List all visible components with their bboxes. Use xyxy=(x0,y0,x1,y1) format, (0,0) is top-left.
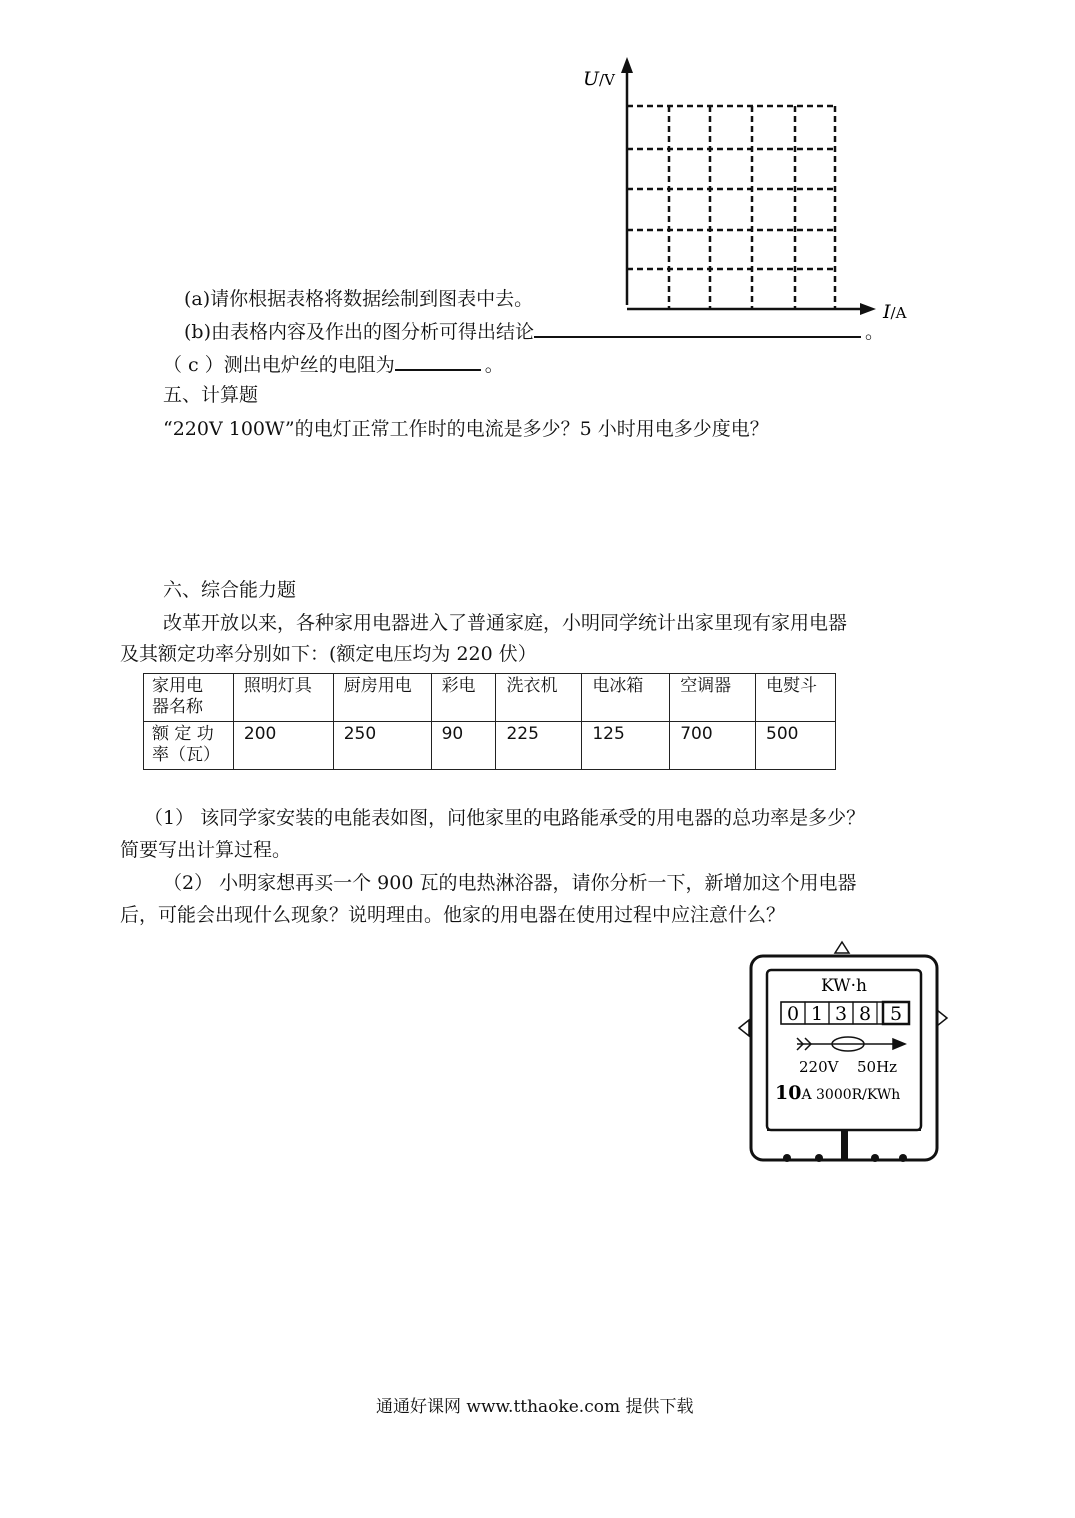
table-cell: 照明灯具 xyxy=(233,674,333,722)
table-row xyxy=(144,722,836,770)
section5-question: “220V 100W”的电灯正常工作时的电流是多少？5 小时用电多少度电？ xyxy=(163,418,769,440)
section5-title: 五、计算题 xyxy=(163,384,259,406)
table-cell: 225 xyxy=(496,722,582,770)
question1-line1: （1） 该同学家安装的电能表如图，问他家里的电路能承受的用电器的总功率是多少？ xyxy=(144,807,866,829)
question1-line2: 简要写出计算过程。 xyxy=(120,839,292,861)
table-cell: 90 xyxy=(431,722,496,770)
section6-title: 六、综合能力题 xyxy=(163,579,297,601)
grid-lines xyxy=(627,106,835,309)
table-row xyxy=(144,674,836,722)
meter-digit: 0 xyxy=(786,1003,800,1025)
appliance-power-table xyxy=(143,673,836,770)
question2-line1: （2） 小明家想再买一个 900 瓦的电热淋浴器，请你分析一下，新增加这个用电器 xyxy=(163,872,857,894)
table-cell: 彩电 xyxy=(431,674,496,722)
part-b-end: 。 xyxy=(865,321,885,343)
electric-meter-figure xyxy=(735,940,950,1168)
question2-line2: 后，可能会出现什么现象？说明理由。他家的用电器在使用过程中应注意什么？ xyxy=(120,904,786,926)
table-cell: 电熨斗 xyxy=(756,674,836,722)
part-c-end: 。 xyxy=(484,354,504,376)
table-cell: 125 xyxy=(582,722,670,770)
part-a-text: (a)请你根据表格将数据绘制到图表中去。 xyxy=(184,288,534,310)
table-header-cell: 家用电 器名称 xyxy=(144,674,234,722)
y-axis-arrow xyxy=(621,57,633,73)
meter-frequency: 50Hz xyxy=(857,1058,898,1076)
table-cell: 500 xyxy=(756,722,836,770)
part-c-answer-blank[interactable] xyxy=(395,351,481,371)
part-b-line xyxy=(184,318,884,344)
meter-unit-label: KW·h xyxy=(821,976,867,996)
table-cell: 250 xyxy=(333,722,431,770)
table-cell: 700 xyxy=(670,722,756,770)
y-axis-label: U/V xyxy=(583,68,615,90)
meter-digit: 8 xyxy=(858,1003,872,1025)
part-b-answer-blank[interactable] xyxy=(534,318,861,338)
section6-intro-line1: 改革开放以来，各种家用电器进入了普通家庭，小明同学统计出家里现有家用电器 xyxy=(163,612,848,634)
x-axis-arrow xyxy=(860,303,876,315)
section6-intro-line2: 及其额定功率分别如下：(额定电压均为 220 伏） xyxy=(120,643,537,665)
meter-digit: 1 xyxy=(810,1003,824,1025)
meter-voltage: 220V xyxy=(799,1058,839,1076)
table-cell: 空调器 xyxy=(670,674,756,722)
table-cell: 电冰箱 xyxy=(582,674,670,722)
part-c-line xyxy=(163,351,504,377)
part-b-text: (b)由表格内容及作出的图分析可得出结论 xyxy=(184,321,534,343)
meter-rating: 10A 3000R/KWh xyxy=(775,1082,901,1104)
x-axis-label: I/A xyxy=(883,301,907,323)
table-cell: 厨房用电 xyxy=(333,674,431,722)
meter-digit: 5 xyxy=(889,1003,903,1025)
table-cell: 200 xyxy=(233,722,333,770)
part-c-text: （ c ）测出电炉丝的电阻为 xyxy=(163,354,395,376)
footer-credit: 通通好课网 www.tthaoke.com 提供下载 xyxy=(376,1397,694,1417)
table-cell: 洗衣机 xyxy=(496,674,582,722)
u-i-grid-graph xyxy=(570,55,915,330)
table-header-cell: 额 定 功 率（瓦） xyxy=(144,722,234,770)
meter-digit: 3 xyxy=(834,1003,848,1025)
